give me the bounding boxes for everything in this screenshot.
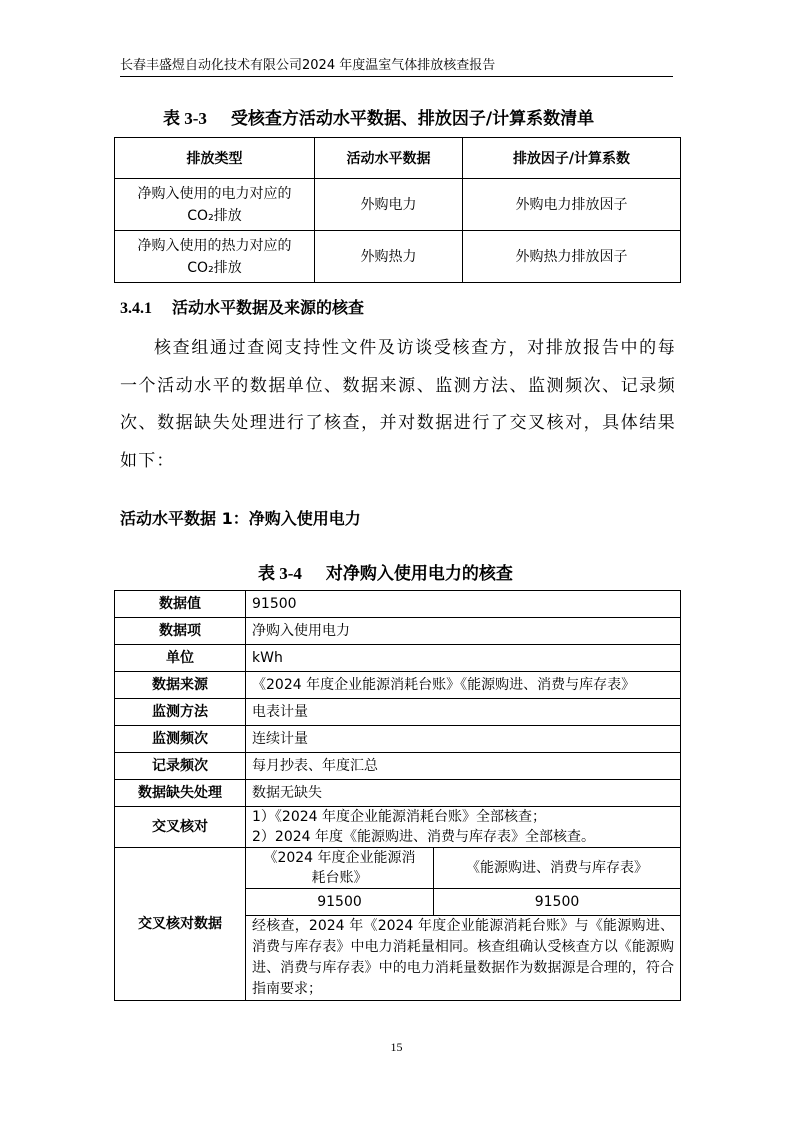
key-cell: 交叉核对 xyxy=(115,807,246,848)
value-cell: 净购入使用电力 xyxy=(246,618,681,645)
type-line: 净购入使用的热力对应的 xyxy=(137,237,292,254)
check-line: 2）2024 年度《能源购进、消费与库存表》全部核查。 xyxy=(252,829,595,845)
source-value-cell: 91500 xyxy=(434,889,681,916)
table-3-4 xyxy=(114,590,681,1001)
header-cell: 排放因子/计算系数 xyxy=(463,138,681,179)
conclusion-cell: 经核查，2024 年《2024 年度企业能源消耗台账》与《能源购进、消费与库存表》中电力消耗量相同。核查组确认受核查方以《能源购进、消费与库存表》中的电力消耗量数据作为数据源是合理的，符合指南要求； xyxy=(246,916,681,1001)
source-line: 耗台账》 xyxy=(311,870,368,886)
value-cell: 数据无缺失 xyxy=(246,780,681,807)
key-cell: 监测频次 xyxy=(115,726,246,753)
table-3-3-caption xyxy=(163,104,594,129)
table-3-3 xyxy=(114,137,681,283)
table-3-3-title: 受核查方活动水平数据、排放因子/计算系数清单 xyxy=(230,109,595,129)
key-cell: 监测方法 xyxy=(115,699,246,726)
key-cell: 单位 xyxy=(115,645,246,672)
subheading: 活动水平数据 1：净购入使用电力 xyxy=(120,509,361,528)
value-cell: 《2024 年度企业能源消耗台账》《能源购进、消费与库存表》 xyxy=(246,672,681,699)
table-row xyxy=(115,726,681,753)
type-cell xyxy=(115,231,315,283)
source-header-cell xyxy=(246,848,434,889)
source-value-cell: 91500 xyxy=(246,889,434,916)
value-cell: 91500 xyxy=(246,591,681,618)
table-row xyxy=(115,807,681,848)
section-heading xyxy=(120,295,364,318)
value-cell xyxy=(246,807,681,848)
header-cell: 活动水平数据 xyxy=(315,138,463,179)
value-cell: 每月抄表、年度汇总 xyxy=(246,753,681,780)
table-row xyxy=(115,672,681,699)
type-line: CO₂排放 xyxy=(187,259,242,276)
key-cell: 数据值 xyxy=(115,591,246,618)
table-3-3-number: 表 3-3 xyxy=(163,109,207,128)
section-number: 3.4.1 xyxy=(120,300,152,317)
table-row xyxy=(115,753,681,780)
type-cell xyxy=(115,179,315,231)
table-row xyxy=(115,591,681,618)
page-header: 长春丰盛煜自动化技术有限公司2024 年度温室气体排放核查报告 xyxy=(120,56,673,77)
table-header-row xyxy=(115,138,681,179)
factor-cell: 外购热力排放因子 xyxy=(463,231,681,283)
table-row xyxy=(115,231,681,283)
table-row xyxy=(115,179,681,231)
data-cell: 外购电力 xyxy=(315,179,463,231)
factor-cell: 外购电力排放因子 xyxy=(463,179,681,231)
source-header-cell: 《能源购进、消费与库存表》 xyxy=(434,848,681,889)
key-cell: 数据来源 xyxy=(115,672,246,699)
source-line: 《2024 年度企业能源消 xyxy=(263,850,416,866)
type-line: CO₂排放 xyxy=(187,207,242,224)
table-3-4-title: 对净购入使用电力的核查 xyxy=(325,564,513,584)
type-line: 净购入使用的电力对应的 xyxy=(137,185,292,202)
page-number: 15 xyxy=(390,1040,403,1054)
table-3-4-caption xyxy=(258,559,513,584)
value-cell: 连续计量 xyxy=(246,726,681,753)
value-cell: 电表计量 xyxy=(246,699,681,726)
table-row xyxy=(115,780,681,807)
value-cell: kWh xyxy=(246,645,681,672)
table-row xyxy=(115,645,681,672)
key-cell: 数据项 xyxy=(115,618,246,645)
check-line: 1）《2024 年度企业能源消耗台账》全部核查； xyxy=(252,809,546,825)
key-cell: 记录频次 xyxy=(115,753,246,780)
key-cell: 数据缺失处理 xyxy=(115,780,246,807)
key-cell: 交叉核对数据 xyxy=(115,848,246,1001)
table-row xyxy=(115,848,681,889)
table-row xyxy=(115,618,681,645)
table-3-4-number: 表 3-4 xyxy=(258,564,302,583)
body-paragraph: 核查组通过查阅支持性文件及访谈受核查方，对排放报告中的每一个活动水平的数据单位、数据来源、监测方法、监测频次、记录频次、数据缺失处理进行了核查，并对数据进行了交叉核对，具体结果如下： xyxy=(120,338,676,471)
header-cell: 排放类型 xyxy=(115,138,315,179)
data-cell: 外购热力 xyxy=(315,231,463,283)
table-row xyxy=(115,699,681,726)
section-title: 活动水平数据及来源的核查 xyxy=(172,298,365,317)
